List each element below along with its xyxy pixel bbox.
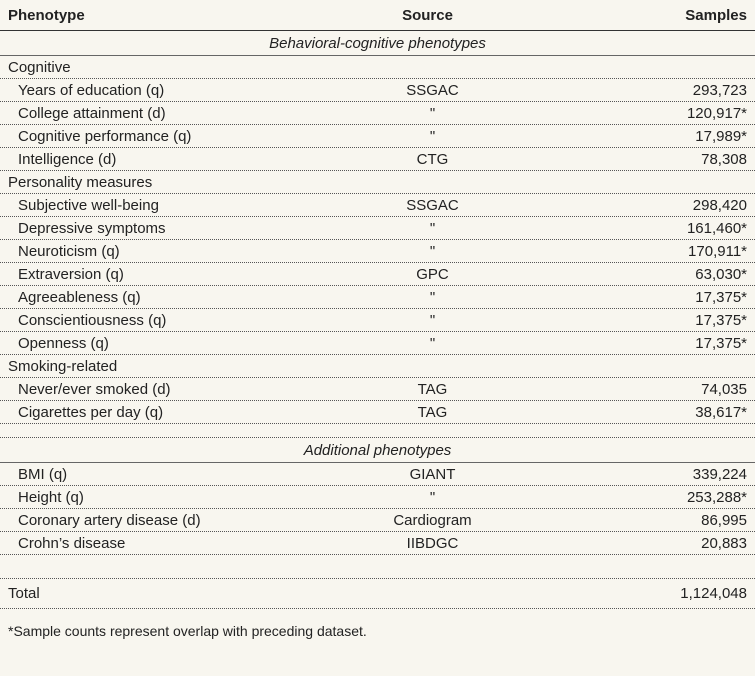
footnote: *Sample counts represent overlap with preceding dataset. — [8, 623, 367, 639]
table-row — [0, 102, 755, 125]
table-row — [0, 401, 755, 424]
table-row — [0, 309, 755, 332]
table-row — [0, 286, 755, 309]
phenotype-cell: Agreeableness (q) — [18, 288, 141, 306]
header-phenotype: Phenotype — [8, 6, 85, 24]
source-cell: SSGAC — [406, 196, 459, 214]
table-row — [0, 240, 755, 263]
table-row — [0, 194, 755, 217]
table-row — [0, 217, 755, 240]
phenotype-cell: Cognitive performance (q) — [18, 127, 192, 145]
source-cell: " — [429, 242, 436, 260]
source-cell: " — [429, 104, 436, 122]
samples-cell: 38,617* — [695, 403, 747, 421]
samples-cell: 74,035 — [701, 380, 747, 398]
header-samples: Samples — [685, 6, 747, 24]
phenotype-cell: BMI (q) — [18, 465, 68, 483]
group-label: Cognitive — [0, 56, 755, 79]
table-row — [0, 463, 755, 486]
source-cell: SSGAC — [406, 81, 459, 99]
phenotype-cell: Openness (q) — [18, 334, 109, 352]
samples-cell: 17,375* — [695, 288, 747, 306]
samples-cell: 170,911* — [688, 242, 747, 260]
total-row — [0, 579, 755, 609]
phenotype-cell: Conscientiousness (q) — [18, 311, 167, 329]
source-cell: " — [429, 127, 436, 145]
section-spacer — [0, 555, 755, 579]
phenotype-cell: Cigarettes per day (q) — [18, 403, 164, 421]
phenotype-cell: Depressive symptoms — [18, 219, 166, 237]
source-cell: " — [429, 334, 436, 352]
source-cell: " — [429, 219, 436, 237]
table-row — [0, 486, 755, 509]
table-row — [0, 509, 755, 532]
table-row — [0, 332, 755, 355]
source-cell: GPC — [416, 265, 449, 283]
phenotype-cell: Years of education (q) — [18, 81, 165, 99]
total-label: Total — [8, 585, 40, 602]
samples-cell: 339,224 — [692, 465, 747, 483]
samples-cell: 20,883 — [701, 534, 747, 552]
section-title: Behavioral-cognitive phenotypes — [0, 31, 755, 56]
samples-cell: 253,288* — [686, 488, 747, 506]
source-cell: TAG — [417, 380, 448, 398]
total-samples: 1,124,048 — [680, 585, 747, 602]
samples-cell: 17,989* — [695, 127, 747, 145]
samples-cell: 120,917* — [686, 104, 747, 122]
samples-cell: 17,375* — [695, 334, 747, 352]
phenotype-cell: Coronary artery disease (d) — [18, 511, 201, 529]
group-label: Personality measures — [0, 171, 755, 194]
phenotype-cell: Intelligence (d) — [18, 150, 117, 168]
samples-cell: 293,723 — [692, 81, 747, 99]
samples-cell: 86,995 — [701, 511, 747, 529]
phenotype-cell: Neuroticism (q) — [18, 242, 120, 260]
section-title: Additional phenotypes — [0, 438, 755, 463]
source-cell: " — [429, 288, 436, 306]
table-row — [0, 263, 755, 286]
table-row — [0, 125, 755, 148]
samples-cell: 161,460* — [686, 219, 747, 237]
samples-cell: 78,308 — [701, 150, 747, 168]
phenotype-cell: Extraversion (q) — [18, 265, 124, 283]
source-cell: GIANT — [409, 465, 456, 483]
section-spacer — [0, 424, 755, 438]
table-row — [0, 378, 755, 401]
table-row — [0, 148, 755, 171]
header-source: Source — [402, 6, 453, 24]
group-label: Smoking-related — [0, 355, 755, 378]
table-row — [0, 532, 755, 555]
source-cell: " — [429, 488, 436, 506]
phenotype-cell: Never/ever smoked (d) — [18, 380, 171, 398]
table-row — [0, 79, 755, 102]
source-cell: CTG — [416, 150, 449, 168]
table-header — [0, 0, 755, 31]
samples-cell: 63,030* — [695, 265, 747, 283]
phenotype-cell: Crohn’s disease — [18, 534, 126, 552]
source-cell: Cardiogram — [393, 511, 472, 529]
phenotype-cell: College attainment (d) — [18, 104, 166, 122]
source-cell: " — [429, 311, 436, 329]
source-cell: TAG — [417, 403, 448, 421]
phenotype-cell: Subjective well-being — [18, 196, 159, 214]
samples-cell: 298,420 — [692, 196, 747, 214]
samples-cell: 17,375* — [695, 311, 747, 329]
source-cell: IIBDGC — [406, 534, 459, 552]
phenotype-cell: Height (q) — [18, 488, 84, 506]
